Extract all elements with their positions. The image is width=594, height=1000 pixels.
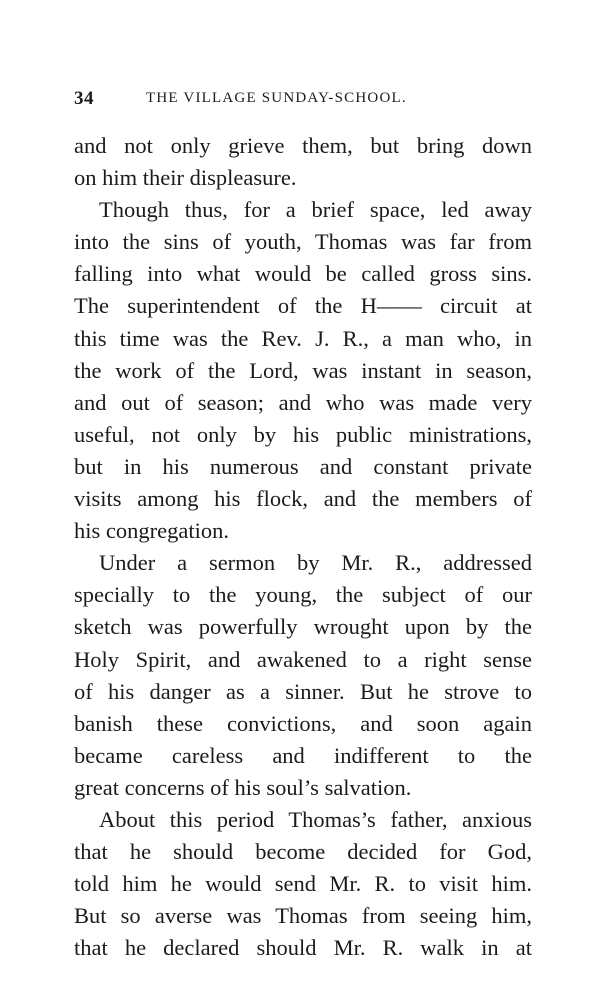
text-line: and out of season; and who was made very xyxy=(74,389,532,415)
text-line: great concerns of his soul’s salvation. xyxy=(74,774,412,800)
text-line: that he should become decided for God, xyxy=(74,839,532,865)
page-header xyxy=(74,88,534,114)
text-line: banish these convictions, and soon again xyxy=(74,710,532,736)
text-line: the work of the Lord, was instant in season, xyxy=(74,357,532,383)
text-line: into the sins of youth, Thomas was far from xyxy=(74,229,532,255)
text-line: Though thus, for a brief space, led away xyxy=(99,197,532,223)
text-line: on him their displeasure. xyxy=(74,165,297,191)
text-line: visits among his flock, and the members of xyxy=(74,486,532,512)
text-line: About this period Thomas’s father, anxious xyxy=(99,806,532,832)
text-line: specially to the young, the subject of our xyxy=(74,582,532,608)
text-line: that he declared should Mr. R. walk in at xyxy=(74,935,532,961)
text-line: of his danger as a sinner. But he strove to xyxy=(74,678,532,704)
text-line: this time was the Rev. J. R., a man who, in xyxy=(74,325,532,351)
text-line: his congregation. xyxy=(74,518,229,544)
text-line: told him he would send Mr. R. to visit him. xyxy=(74,871,532,897)
body-text xyxy=(74,130,532,964)
running-head: THE VILLAGE SUNDAY-SCHOOL. xyxy=(146,90,407,106)
text-line: Under a sermon by Mr. R., addressed xyxy=(99,550,532,576)
text-line: falling into what would be called gross sins. xyxy=(74,261,532,287)
text-line: Holy Spirit, and awakened to a right sense xyxy=(74,646,532,672)
text-line: But so averse was Thomas from seeing him, xyxy=(74,903,532,929)
page-number: 34 xyxy=(74,88,94,109)
text-line: useful, not only by his public ministrations, xyxy=(74,421,532,447)
text-line: sketch was powerfully wrought upon by the xyxy=(74,614,532,640)
text-line: and not only grieve them, but bring down xyxy=(74,133,532,158)
text-line: became careless and indifferent to the xyxy=(74,742,532,768)
text-line: but in his numerous and constant private xyxy=(74,453,532,479)
text-line: The superintendent of the H—— circuit at xyxy=(74,293,532,319)
